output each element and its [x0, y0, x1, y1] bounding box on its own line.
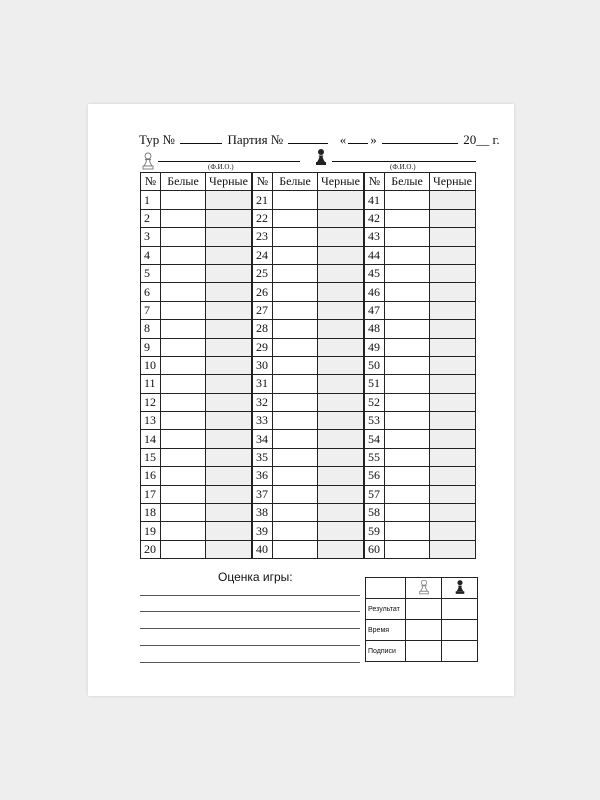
black-move-cell[interactable]: [206, 412, 252, 430]
result-row: [366, 599, 478, 620]
white-move-cell[interactable]: [385, 485, 430, 503]
black-move-cell[interactable]: [318, 228, 364, 246]
black-moves-header: Черные: [318, 173, 364, 191]
move-row: [253, 485, 364, 503]
move-number: 43: [365, 228, 385, 246]
move-row: [141, 504, 252, 522]
black-move-cell[interactable]: [318, 448, 364, 466]
black-column-header: [442, 578, 478, 599]
move-number: 1: [141, 191, 161, 209]
white-move-cell[interactable]: [385, 467, 430, 485]
white-move-cell[interactable]: [385, 375, 430, 393]
results-table: [365, 577, 478, 662]
move-number: 32: [253, 393, 273, 411]
black-move-cell[interactable]: [430, 246, 476, 264]
move-row: [365, 264, 476, 282]
black-move-cell[interactable]: [318, 301, 364, 319]
month-field[interactable]: [382, 132, 458, 144]
black-move-cell[interactable]: [318, 467, 364, 485]
move-row: [253, 228, 364, 246]
move-row: [141, 448, 252, 466]
white-move-cell[interactable]: [161, 209, 206, 227]
evaluation-title: Оценка игры:: [218, 570, 293, 584]
black-move-cell[interactable]: [318, 430, 364, 448]
white-move-cell[interactable]: [273, 393, 318, 411]
white-move-cell[interactable]: [273, 504, 318, 522]
move-row: [253, 540, 364, 558]
signatures-label: Подписи: [366, 641, 406, 662]
white-move-cell[interactable]: [273, 412, 318, 430]
black-move-cell[interactable]: [318, 540, 364, 558]
move-number: 41: [365, 191, 385, 209]
black-move-cell[interactable]: [430, 522, 476, 540]
move-row: [365, 209, 476, 227]
white-move-cell[interactable]: [385, 522, 430, 540]
black-player-name-line[interactable]: [332, 161, 476, 162]
white-move-cell[interactable]: [161, 264, 206, 282]
white-move-cell[interactable]: [273, 228, 318, 246]
moves-header-row: [365, 173, 476, 191]
white-pawn-icon: [141, 152, 155, 170]
move-row: [253, 504, 364, 522]
result-label: Результат: [366, 599, 406, 620]
move-number: 6: [141, 283, 161, 301]
black-move-cell[interactable]: [318, 246, 364, 264]
black-move-cell[interactable]: [206, 540, 252, 558]
move-number: 3: [141, 228, 161, 246]
black-move-cell[interactable]: [430, 375, 476, 393]
move-number: 55: [365, 448, 385, 466]
white-move-cell[interactable]: [273, 448, 318, 466]
white-move-cell[interactable]: [273, 209, 318, 227]
move-row: [365, 448, 476, 466]
move-row: [141, 412, 252, 430]
move-number: 18: [141, 504, 161, 522]
black-time-cell[interactable]: [442, 620, 478, 641]
move-row: [253, 320, 364, 338]
white-move-cell[interactable]: [385, 540, 430, 558]
move-row: [365, 522, 476, 540]
evaluation-line[interactable]: [140, 611, 360, 612]
move-row: [141, 393, 252, 411]
black-move-cell[interactable]: [318, 209, 364, 227]
moves-header-row: [253, 173, 364, 191]
moves-table-2: [252, 172, 364, 559]
black-move-cell[interactable]: [430, 264, 476, 282]
move-row: [253, 264, 364, 282]
black-move-cell[interactable]: [430, 301, 476, 319]
move-number: 28: [253, 320, 273, 338]
move-number: 4: [141, 246, 161, 264]
white-move-cell[interactable]: [385, 301, 430, 319]
move-number: 23: [253, 228, 273, 246]
quote-open: «: [339, 132, 347, 147]
move-row: [365, 228, 476, 246]
move-row: [141, 301, 252, 319]
move-number: 34: [253, 430, 273, 448]
move-row: [365, 338, 476, 356]
white-moves-header: Белые: [161, 173, 206, 191]
black-move-cell[interactable]: [206, 228, 252, 246]
black-move-cell[interactable]: [430, 283, 476, 301]
white-move-cell[interactable]: [161, 320, 206, 338]
black-move-cell[interactable]: [318, 393, 364, 411]
black-move-cell[interactable]: [318, 522, 364, 540]
move-row: [365, 356, 476, 374]
black-pawn-icon: [314, 148, 328, 166]
header-line: [139, 132, 500, 148]
white-move-cell[interactable]: [161, 522, 206, 540]
white-move-cell[interactable]: [385, 246, 430, 264]
white-move-cell[interactable]: [273, 301, 318, 319]
move-number: 26: [253, 283, 273, 301]
white-move-cell[interactable]: [161, 448, 206, 466]
move-number: 12: [141, 393, 161, 411]
black-move-cell[interactable]: [206, 448, 252, 466]
time-label: Время: [366, 620, 406, 641]
move-number: 46: [365, 283, 385, 301]
white-move-cell[interactable]: [385, 356, 430, 374]
move-row: [141, 191, 252, 209]
move-number: 2: [141, 209, 161, 227]
move-row: [141, 209, 252, 227]
white-signature-cell[interactable]: [406, 641, 442, 662]
move-number: 30: [253, 356, 273, 374]
move-number: 37: [253, 485, 273, 503]
move-row: [365, 283, 476, 301]
move-row: [365, 412, 476, 430]
move-row: [253, 301, 364, 319]
black-move-cell[interactable]: [318, 356, 364, 374]
move-number: 25: [253, 264, 273, 282]
move-number: 47: [365, 301, 385, 319]
white-move-cell[interactable]: [273, 467, 318, 485]
move-number: 5: [141, 264, 161, 282]
move-number: 29: [253, 338, 273, 356]
black-move-cell[interactable]: [318, 504, 364, 522]
move-row: [253, 356, 364, 374]
move-number-header: №: [365, 173, 385, 191]
move-number: 13: [141, 412, 161, 430]
move-row: [141, 375, 252, 393]
move-number: 15: [141, 448, 161, 466]
move-row: [253, 467, 364, 485]
move-row: [253, 412, 364, 430]
black-move-cell[interactable]: [430, 467, 476, 485]
game-field[interactable]: [288, 132, 328, 144]
move-row: [253, 522, 364, 540]
move-number: 11: [141, 375, 161, 393]
white-move-cell[interactable]: [273, 283, 318, 301]
results-corner-cell: [366, 578, 406, 599]
evaluation-line[interactable]: [140, 595, 360, 596]
move-number: 17: [141, 485, 161, 503]
evaluation-line[interactable]: [140, 662, 360, 663]
white-move-cell[interactable]: [385, 338, 430, 356]
move-number: 33: [253, 412, 273, 430]
white-player-name-line[interactable]: [158, 161, 300, 162]
black-move-cell[interactable]: [430, 448, 476, 466]
move-number: 49: [365, 338, 385, 356]
white-move-cell[interactable]: [273, 338, 318, 356]
white-move-cell[interactable]: [161, 467, 206, 485]
black-move-cell[interactable]: [318, 375, 364, 393]
white-move-cell[interactable]: [161, 228, 206, 246]
move-row: [253, 375, 364, 393]
move-row: [365, 246, 476, 264]
black-move-cell[interactable]: [206, 283, 252, 301]
white-result-cell[interactable]: [406, 599, 442, 620]
move-number: 20: [141, 540, 161, 558]
white-move-cell[interactable]: [385, 448, 430, 466]
white-move-cell[interactable]: [161, 283, 206, 301]
move-number: 10: [141, 356, 161, 374]
move-number: 52: [365, 393, 385, 411]
move-number: 39: [253, 522, 273, 540]
move-row: [365, 430, 476, 448]
move-number: 24: [253, 246, 273, 264]
black-move-cell[interactable]: [430, 393, 476, 411]
black-move-cell[interactable]: [430, 412, 476, 430]
move-number: 7: [141, 301, 161, 319]
white-move-cell[interactable]: [385, 393, 430, 411]
game-label: Партия №: [227, 132, 284, 147]
move-number: 35: [253, 448, 273, 466]
move-number: 44: [365, 246, 385, 264]
move-row: [253, 448, 364, 466]
move-number: 40: [253, 540, 273, 558]
black-move-cell[interactable]: [206, 191, 252, 209]
white-move-cell[interactable]: [273, 191, 318, 209]
black-move-cell[interactable]: [430, 485, 476, 503]
black-move-cell[interactable]: [318, 412, 364, 430]
move-row: [141, 485, 252, 503]
black-move-cell[interactable]: [430, 540, 476, 558]
black-move-cell[interactable]: [206, 264, 252, 282]
black-move-cell[interactable]: [430, 209, 476, 227]
move-row: [365, 393, 476, 411]
white-move-cell[interactable]: [273, 356, 318, 374]
time-row: [366, 620, 478, 641]
move-row: [365, 320, 476, 338]
move-number: 59: [365, 522, 385, 540]
white-move-cell[interactable]: [161, 191, 206, 209]
black-move-cell[interactable]: [206, 338, 252, 356]
day-field[interactable]: [348, 132, 368, 144]
white-move-cell[interactable]: [385, 283, 430, 301]
move-number: 53: [365, 412, 385, 430]
move-row: [141, 356, 252, 374]
black-move-cell[interactable]: [318, 485, 364, 503]
move-number: 51: [365, 375, 385, 393]
move-number-header: №: [141, 173, 161, 191]
move-number-header: №: [253, 173, 273, 191]
black-move-cell[interactable]: [430, 228, 476, 246]
move-row: [141, 540, 252, 558]
black-move-cell[interactable]: [206, 430, 252, 448]
white-move-cell[interactable]: [161, 338, 206, 356]
move-row: [253, 283, 364, 301]
black-move-cell[interactable]: [430, 430, 476, 448]
black-move-cell[interactable]: [318, 338, 364, 356]
move-row: [253, 209, 364, 227]
move-row: [141, 430, 252, 448]
black-move-cell[interactable]: [206, 356, 252, 374]
black-move-cell[interactable]: [318, 264, 364, 282]
white-move-cell[interactable]: [385, 412, 430, 430]
move-row: [365, 540, 476, 558]
black-move-cell[interactable]: [206, 522, 252, 540]
move-number: 9: [141, 338, 161, 356]
white-move-cell[interactable]: [161, 246, 206, 264]
round-field[interactable]: [180, 132, 222, 144]
move-number: 16: [141, 467, 161, 485]
move-number: 57: [365, 485, 385, 503]
move-row: [365, 191, 476, 209]
white-move-cell[interactable]: [273, 264, 318, 282]
black-moves-header: Черные: [206, 173, 252, 191]
black-move-cell[interactable]: [430, 320, 476, 338]
black-move-cell[interactable]: [430, 356, 476, 374]
move-row: [365, 375, 476, 393]
black-move-cell[interactable]: [206, 485, 252, 503]
move-row: [253, 430, 364, 448]
move-row: [365, 485, 476, 503]
round-label: Тур №: [139, 132, 175, 147]
white-move-cell[interactable]: [385, 430, 430, 448]
move-number: 19: [141, 522, 161, 540]
move-number: 36: [253, 467, 273, 485]
move-row: [141, 283, 252, 301]
black-move-cell[interactable]: [206, 375, 252, 393]
white-move-cell[interactable]: [385, 209, 430, 227]
move-number: 50: [365, 356, 385, 374]
move-number: 58: [365, 504, 385, 522]
white-move-cell[interactable]: [273, 540, 318, 558]
white-move-cell[interactable]: [161, 504, 206, 522]
white-column-header: [406, 578, 442, 599]
black-result-cell[interactable]: [442, 599, 478, 620]
white-move-cell[interactable]: [273, 375, 318, 393]
quote-close: »: [370, 132, 377, 147]
black-fio-label: (Ф.И.О.): [390, 163, 416, 171]
black-move-cell[interactable]: [206, 301, 252, 319]
move-number: 42: [365, 209, 385, 227]
move-number: 14: [141, 430, 161, 448]
year-label: 20__ г.: [463, 132, 500, 147]
black-move-cell[interactable]: [206, 320, 252, 338]
white-time-cell[interactable]: [406, 620, 442, 641]
black-moves-header: Черные: [430, 173, 476, 191]
move-row: [365, 467, 476, 485]
move-row: [253, 191, 364, 209]
move-row: [141, 264, 252, 282]
move-row: [141, 320, 252, 338]
move-number: 45: [365, 264, 385, 282]
move-number: 8: [141, 320, 161, 338]
white-fio-label: (Ф.И.О.): [208, 163, 234, 171]
black-move-cell[interactable]: [430, 338, 476, 356]
moves-table-3: [364, 172, 476, 559]
white-move-cell[interactable]: [385, 191, 430, 209]
black-signature-cell[interactable]: [442, 641, 478, 662]
white-move-cell[interactable]: [161, 540, 206, 558]
white-moves-header: Белые: [273, 173, 318, 191]
black-move-cell[interactable]: [206, 246, 252, 264]
move-number: 27: [253, 301, 273, 319]
black-move-cell[interactable]: [318, 283, 364, 301]
black-move-cell[interactable]: [206, 393, 252, 411]
move-number: 21: [253, 191, 273, 209]
black-move-cell[interactable]: [318, 320, 364, 338]
black-move-cell[interactable]: [318, 191, 364, 209]
evaluation-line[interactable]: [140, 628, 360, 629]
white-move-cell[interactable]: [161, 430, 206, 448]
white-pawn-icon: [418, 579, 430, 595]
white-move-cell[interactable]: [385, 320, 430, 338]
move-row: [253, 393, 364, 411]
move-number: 31: [253, 375, 273, 393]
move-row: [141, 338, 252, 356]
black-move-cell[interactable]: [206, 467, 252, 485]
move-number: 60: [365, 540, 385, 558]
move-number: 54: [365, 430, 385, 448]
scoresheet: [88, 104, 514, 696]
white-move-cell[interactable]: [273, 522, 318, 540]
move-number: 48: [365, 320, 385, 338]
black-move-cell[interactable]: [206, 209, 252, 227]
move-row: [141, 522, 252, 540]
evaluation-line[interactable]: [140, 645, 360, 646]
moves-header-row: [141, 173, 252, 191]
white-move-cell[interactable]: [385, 504, 430, 522]
move-number: 56: [365, 467, 385, 485]
move-number: 38: [253, 504, 273, 522]
white-move-cell[interactable]: [273, 485, 318, 503]
white-move-cell[interactable]: [161, 393, 206, 411]
move-number: 22: [253, 209, 273, 227]
move-row: [141, 228, 252, 246]
black-pawn-icon: [454, 579, 466, 595]
black-move-cell[interactable]: [206, 504, 252, 522]
white-move-cell[interactable]: [273, 320, 318, 338]
white-move-cell[interactable]: [273, 430, 318, 448]
white-move-cell[interactable]: [161, 412, 206, 430]
white-move-cell[interactable]: [385, 228, 430, 246]
results-header-row: [366, 578, 478, 599]
move-row: [365, 504, 476, 522]
black-move-cell[interactable]: [430, 191, 476, 209]
move-row: [141, 246, 252, 264]
move-row: [253, 246, 364, 264]
black-move-cell[interactable]: [430, 504, 476, 522]
moves-table-1: [140, 172, 252, 559]
move-row: [365, 301, 476, 319]
white-move-cell[interactable]: [161, 375, 206, 393]
move-row: [253, 338, 364, 356]
white-move-cell[interactable]: [161, 485, 206, 503]
move-row: [141, 467, 252, 485]
white-move-cell[interactable]: [161, 356, 206, 374]
white-moves-header: Белые: [385, 173, 430, 191]
signatures-row: [366, 641, 478, 662]
white-move-cell[interactable]: [161, 301, 206, 319]
white-move-cell[interactable]: [385, 264, 430, 282]
white-move-cell[interactable]: [273, 246, 318, 264]
